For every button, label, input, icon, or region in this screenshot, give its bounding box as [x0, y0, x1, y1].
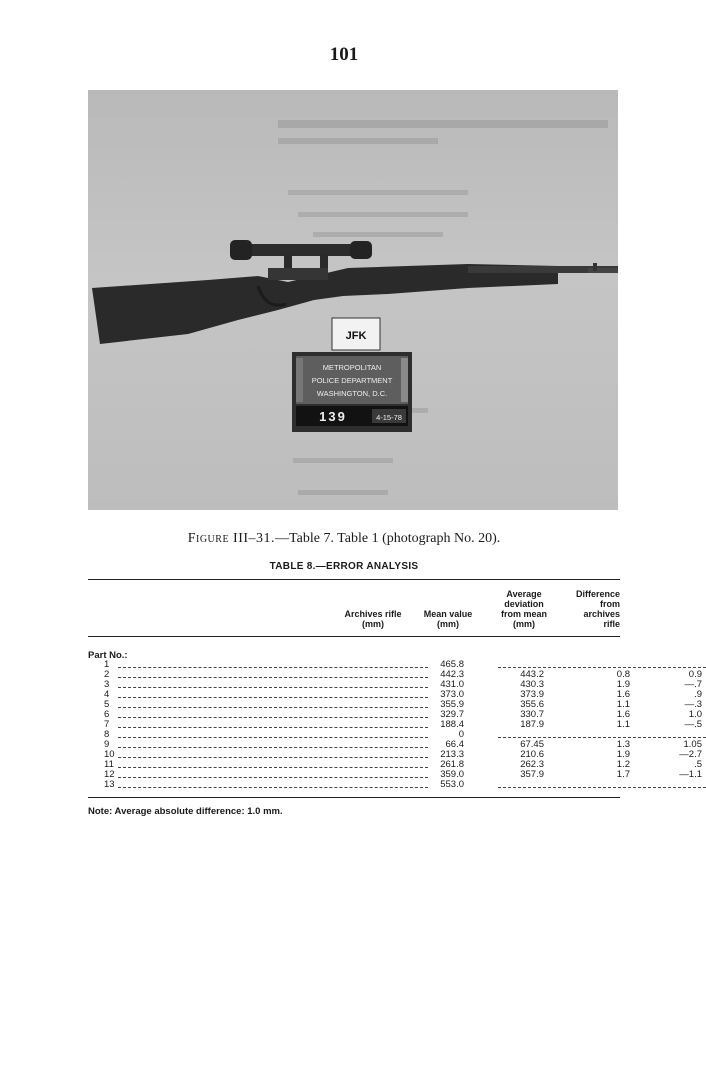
- archives-rifle-value: 359.0: [440, 769, 464, 780]
- part-number: 7: [104, 719, 110, 730]
- table-row: [88, 769, 702, 780]
- part-number: 3: [104, 679, 110, 690]
- leader-dots: [118, 757, 428, 758]
- column-header-line: Average: [506, 589, 542, 599]
- difference-value: —.3: [684, 699, 702, 710]
- page-number: 101: [329, 44, 359, 65]
- difference-value: —2.7: [679, 749, 702, 760]
- leader-dots: [118, 697, 428, 698]
- deviation-value: 1.1: [616, 699, 630, 710]
- deviation-value: 1.3: [616, 739, 630, 750]
- deviation-value: 1.6: [616, 689, 630, 700]
- caption-text: —Table 7. Table 1 (photograph No. 20).: [275, 531, 501, 546]
- mean-value: 355.6: [520, 699, 544, 710]
- deviation-value: 1.9: [616, 679, 630, 690]
- figure-label: Figure III–31.: [187, 531, 276, 546]
- difference-value: .9: [694, 689, 702, 700]
- difference-value: —.5: [684, 719, 702, 730]
- mean-value: 67.45: [520, 739, 544, 750]
- leader-dots: [118, 717, 428, 718]
- difference-value: —1.1: [679, 769, 702, 780]
- part-number: 12: [104, 769, 115, 780]
- part-number: 1: [104, 659, 110, 670]
- archives-rifle-value: 442.3: [440, 669, 464, 680]
- column-header-line: deviation: [504, 599, 544, 609]
- sign-date: 4-15-78: [376, 413, 402, 422]
- archives-rifle-value: 0: [458, 729, 464, 740]
- part-number: 11: [104, 759, 114, 770]
- column-header-archives: [340, 609, 406, 629]
- difference-value: 0.9: [688, 669, 702, 680]
- archives-rifle-value: 329.7: [440, 709, 464, 720]
- part-number: 2: [104, 669, 110, 680]
- table-header-rule: [88, 636, 620, 637]
- column-header-line: archives: [583, 609, 620, 619]
- column-header-difference: [566, 589, 620, 629]
- column-header-mean: [418, 609, 478, 629]
- deviation-value: 1.9: [616, 749, 630, 760]
- leader-dots: [118, 777, 428, 778]
- sign-line-2: POLICE DEPARTMENT: [311, 376, 393, 385]
- leader-dots: [118, 787, 428, 788]
- difference-value: 1.05: [683, 739, 702, 750]
- mean-value: 443.2: [520, 669, 544, 680]
- table-row: [88, 719, 702, 730]
- column-header-line: rifle: [603, 619, 620, 629]
- deviation-value: 1.7: [616, 769, 630, 780]
- archives-rifle-value: 66.4: [445, 739, 464, 750]
- part-number: 5: [104, 699, 110, 710]
- mean-value: 210.6: [520, 749, 544, 760]
- leader-dots: [118, 727, 428, 728]
- archives-rifle-value: 188.4: [440, 719, 464, 730]
- leader-dots: [118, 667, 428, 668]
- archives-rifle-value: 465.8: [440, 659, 464, 670]
- part-number: 4: [104, 689, 110, 700]
- leader-dots: [118, 767, 428, 768]
- empty-cells-leader: [498, 667, 706, 668]
- table-row: [88, 780, 620, 790]
- column-header-line: Difference: [575, 589, 620, 599]
- difference-value: —.7: [684, 679, 702, 690]
- mean-value: 330.7: [520, 709, 544, 720]
- figure-caption: [0, 531, 688, 547]
- leader-dots: [118, 687, 428, 688]
- leader-dots: [118, 677, 428, 678]
- archives-rifle-value: 355.9: [440, 699, 464, 710]
- table-top-rule: [88, 579, 620, 580]
- column-header-deviation: [492, 589, 556, 629]
- archives-rifle-value: 553.0: [440, 779, 464, 790]
- archives-rifle-value: 431.0: [440, 679, 464, 690]
- deviation-value: 1.6: [616, 709, 630, 720]
- part-number: 8: [104, 729, 110, 740]
- deviation-value: 0.8: [616, 669, 630, 680]
- column-header-line: from: [600, 599, 620, 609]
- column-header-line: Archives rifle: [344, 609, 402, 619]
- rifle-photo-image: [88, 90, 618, 510]
- leader-dots: [118, 737, 428, 738]
- part-number: 9: [104, 739, 110, 750]
- difference-value: .5: [694, 759, 702, 770]
- mean-value: 187.9: [520, 719, 544, 730]
- deviation-value: 1.1: [616, 719, 630, 730]
- column-header-line: from mean: [500, 609, 547, 619]
- column-header-line: Mean value: [423, 609, 473, 619]
- column-header-line: (mm): [362, 619, 384, 629]
- empty-cells-leader: [498, 787, 706, 788]
- row-group-label: Part No.:: [88, 650, 128, 661]
- mean-value: 262.3: [520, 759, 544, 770]
- table-note: Note: Average absolute difference: 1.0 mm.: [88, 806, 283, 817]
- part-number: 6: [104, 709, 110, 720]
- archives-rifle-value: 261.8: [440, 759, 464, 770]
- sign-line-1: METROPOLITAN: [322, 363, 382, 372]
- part-number: 13: [104, 779, 115, 790]
- leader-dots: [118, 747, 428, 748]
- sign-line-3: WASHINGTON, D.C.: [316, 389, 388, 398]
- sign-number: 139: [319, 409, 347, 424]
- leader-dots: [118, 707, 428, 708]
- mean-value: 373.9: [520, 689, 544, 700]
- tag-label: JFK: [345, 330, 367, 342]
- column-header-line: (mm): [437, 619, 459, 629]
- rifle-photograph: [88, 90, 618, 510]
- deviation-value: 1.2: [616, 759, 630, 770]
- mean-value: 430.3: [520, 679, 544, 690]
- column-header-line: (mm): [513, 619, 535, 629]
- table-bottom-rule: [88, 797, 620, 798]
- table-title: TABLE 8.—ERROR ANALYSIS: [269, 561, 419, 572]
- archives-rifle-value: 213.3: [440, 749, 464, 760]
- part-number: 10: [104, 749, 115, 760]
- difference-value: 1.0: [688, 709, 702, 720]
- empty-cells-leader: [498, 737, 706, 738]
- archives-rifle-value: 373.0: [440, 689, 464, 700]
- scope-shape: [230, 240, 372, 270]
- mean-value: 357.9: [520, 769, 544, 780]
